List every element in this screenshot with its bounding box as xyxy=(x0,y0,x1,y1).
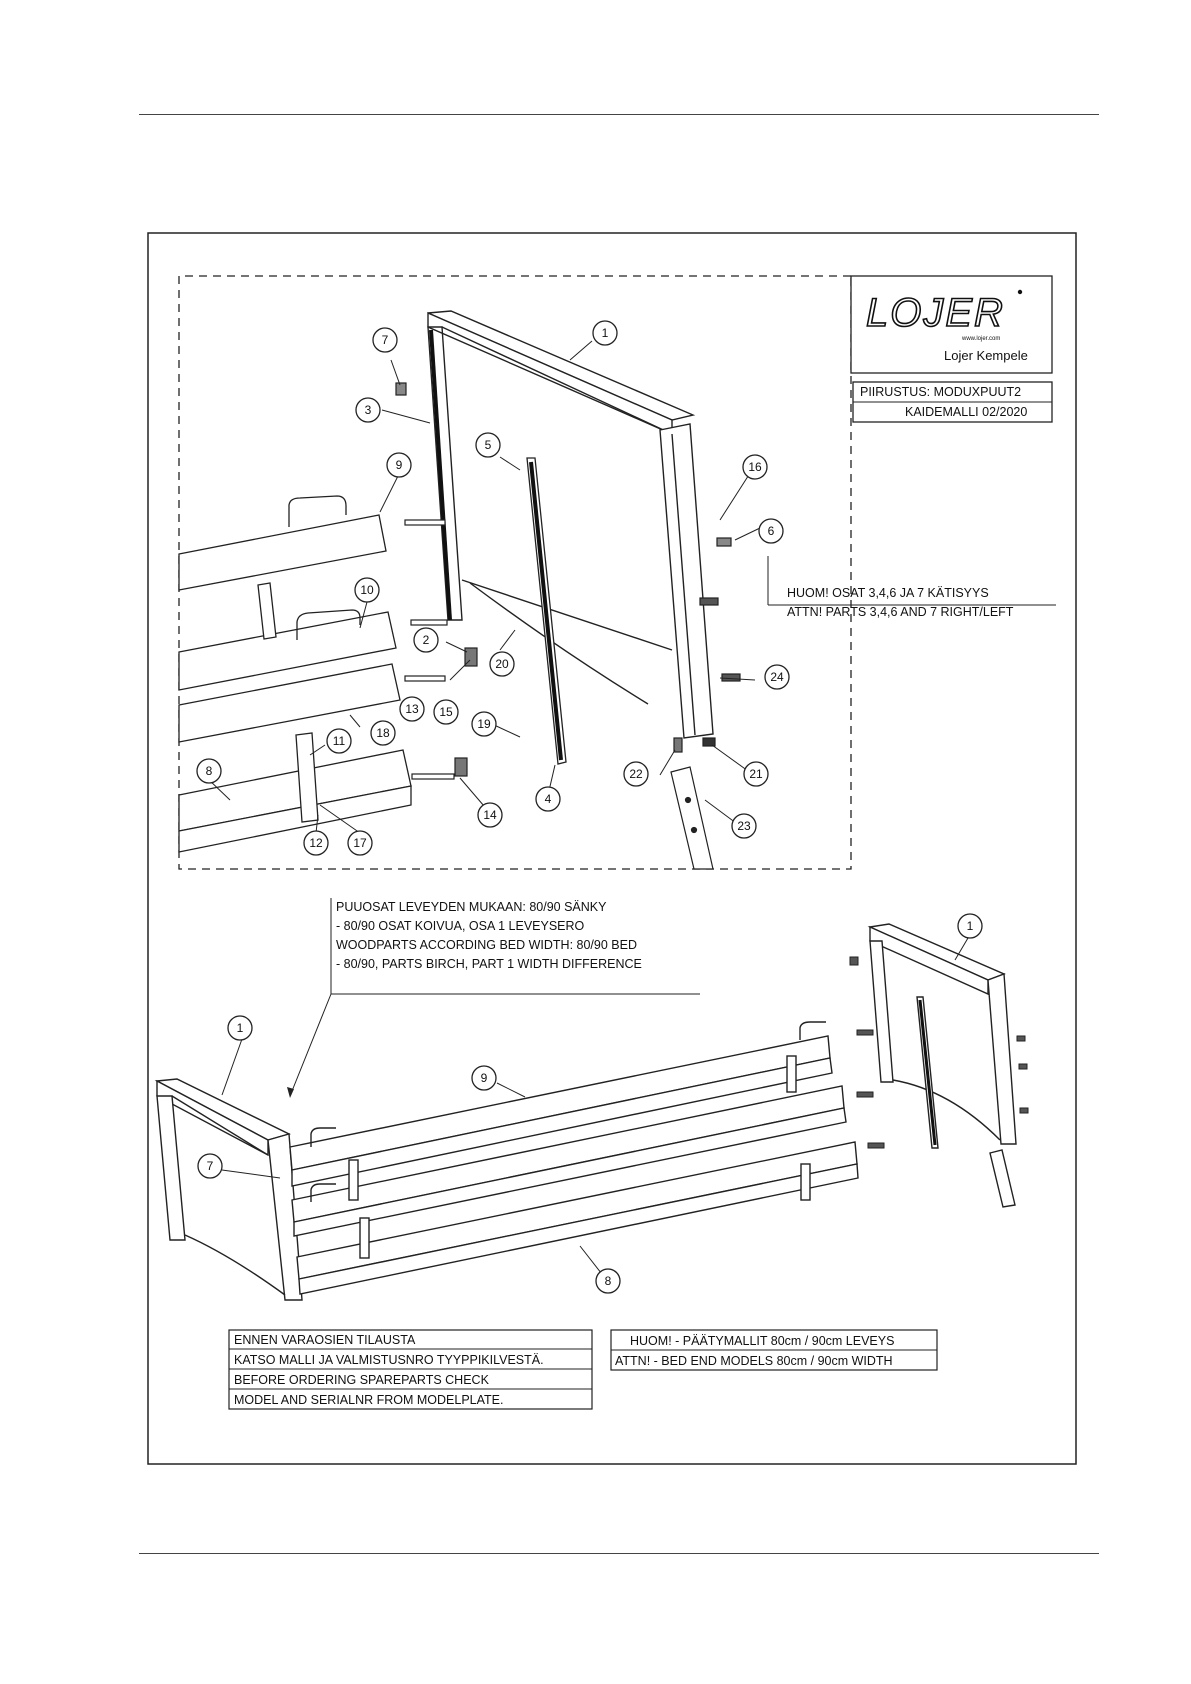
callout-label: 1 xyxy=(236,1021,244,1035)
note-handedness-en: ATTN! PARTS 3,4,6 AND 7 RIGHT/LEFT xyxy=(787,605,1014,619)
callout-label: 9 xyxy=(480,1071,488,1085)
callout-label: 10 xyxy=(360,583,374,597)
callout-label: 7 xyxy=(206,1159,214,1173)
callout-label: 21 xyxy=(749,767,763,781)
brand-logo: LOJER xyxy=(866,291,1005,335)
part-5-rail xyxy=(527,458,566,764)
registered-mark xyxy=(1018,290,1022,294)
end-models-line-1: HUOM! - PÄÄTYMALLIT 80cm / 90cm LEVEYS xyxy=(630,1334,895,1348)
callout-label: 23 xyxy=(737,819,751,833)
drawing-number: PIIRUSTUS: MODUXPUUT2 xyxy=(860,385,1022,399)
woodparts-line-1: PUUOSAT LEVEYDEN MUKAAN: 80/90 SÄNKY xyxy=(336,900,607,914)
callout-label: 22 xyxy=(629,767,643,781)
callout-label: 7 xyxy=(381,333,389,347)
part-23-bracket xyxy=(671,767,713,869)
woodparts-line-3: WOODPARTS ACCORDING BED WIDTH: 80/90 BED xyxy=(336,938,637,952)
callout-label: 14 xyxy=(483,808,497,822)
logo-website: www.lojer.com xyxy=(962,336,1001,342)
logo-block xyxy=(851,276,1052,373)
assembled-bed xyxy=(157,924,1016,1300)
callout-label: 18 xyxy=(376,726,390,740)
callout-label: 16 xyxy=(748,460,762,474)
callout-label: 2 xyxy=(422,633,430,647)
callout-label: 9 xyxy=(395,458,403,472)
title-block xyxy=(853,382,1052,422)
callout-label: 8 xyxy=(604,1274,612,1288)
logo-subtitle: Lojer Kempele xyxy=(944,348,1028,363)
callout-label: 4 xyxy=(544,792,552,806)
order-check-line-1: ENNEN VARAOSIEN TILAUSTA xyxy=(234,1333,416,1347)
model-date: KAIDEMALLI 02/2020 xyxy=(905,405,1028,419)
woodparts-line-2: - 80/90 OSAT KOIVUA, OSA 1 LEVEYSERO xyxy=(336,919,585,933)
callout-label: 5 xyxy=(484,438,492,452)
callout-label: 15 xyxy=(439,705,453,719)
callout-label: 8 xyxy=(205,764,213,778)
callout-label: 11 xyxy=(332,734,346,748)
callout-label: 20 xyxy=(495,657,509,671)
order-check-line-3: BEFORE ORDERING SPAREPARTS CHECK xyxy=(234,1373,489,1387)
callout-label: 17 xyxy=(353,836,367,850)
callout-label: 3 xyxy=(364,403,372,417)
part-1-head-panel xyxy=(428,311,713,738)
note-handedness-fi: HUOM! OSAT 3,4,6 JA 7 KÄTISYYS xyxy=(787,586,989,600)
callout-label: 24 xyxy=(770,670,784,684)
woodparts-line-4: - 80/90, PARTS BIRCH, PART 1 WIDTH DIFFERENCE xyxy=(336,957,642,971)
callout-label: 12 xyxy=(309,836,323,850)
order-check-line-4: MODEL AND SERIALNR FROM MODELPLATE. xyxy=(234,1393,504,1407)
end-models-line-2: ATTN! - BED END MODELS 80cm / 90cm WIDTH xyxy=(615,1354,893,1368)
callout-label: 13 xyxy=(405,702,419,716)
callout-label: 19 xyxy=(477,717,491,731)
order-check-line-2: KATSO MALLI JA VALMISTUSNRO TYYPPIKILVESTÄ. xyxy=(234,1353,544,1367)
callout-label: 1 xyxy=(966,919,974,933)
handedness-note xyxy=(787,586,1014,619)
end-models-table xyxy=(611,1330,937,1370)
order-check-table xyxy=(229,1330,592,1409)
woodparts-note xyxy=(287,898,700,1098)
callout-label: 1 xyxy=(601,326,609,340)
callout-label: 6 xyxy=(767,524,775,538)
side-boards xyxy=(179,496,411,852)
